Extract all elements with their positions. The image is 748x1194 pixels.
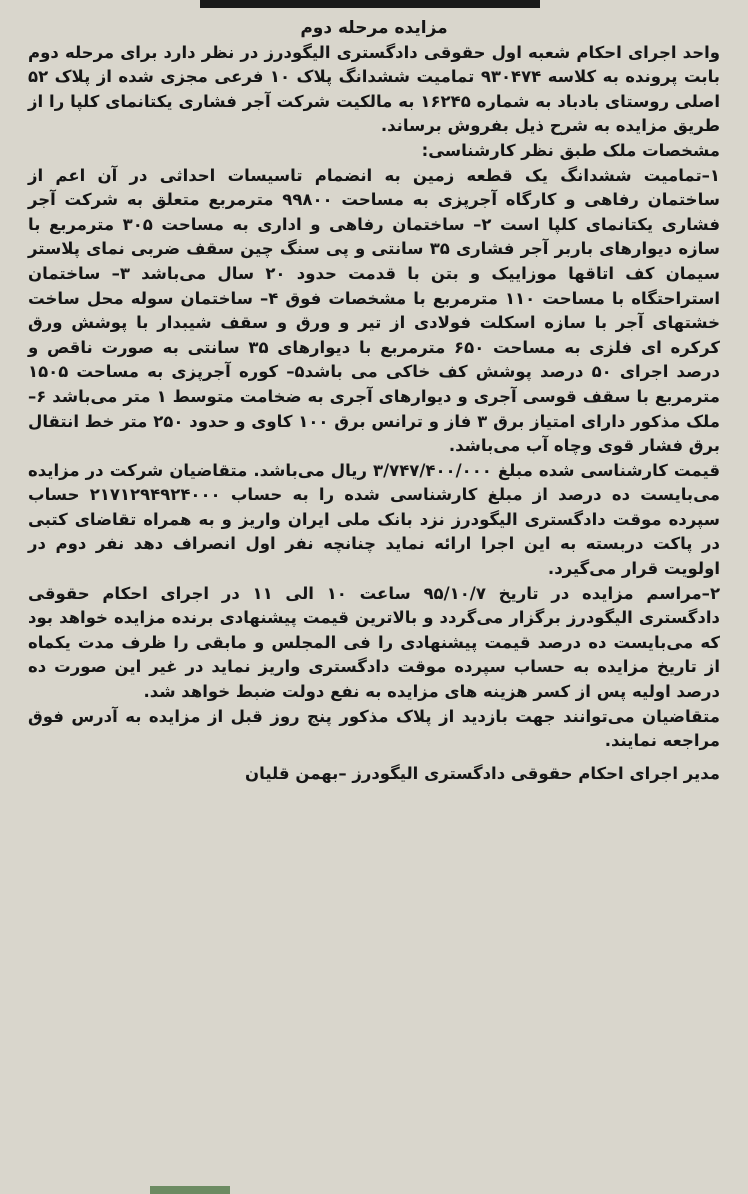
property-specs: ۱–تمامیت ششدانگ یک قطعه زمین به انضمام تاسیسات احداثی در آن اعم از ساختمان رفاهی و کارگاه آجرپزی به مساحت ۹۹۸۰۰ مترمربع متعلق به شرکت آجر فشاری یکتانمای کلپا است ۲– ساختمان رفاهی و اداری به مساحت ۳۰۵ مترمربع با سازه دیوارهای باربر آجر فشاری ۳۵ سانتی و پی سنگ چین سقف ضربی نمای پلاستر سیمان کف اتاقها موزاییک و بتن با قدمت حدود ۲۰ سال می‌باشد ۳– ساختمان استراحتگاه با مساحت ۱۱۰ مترمربع با مشخصات فوق ۴– ساختمان سوله محل ساخت خشتهای آجر با سازه اسکلت فولادی از تیر و ورق و سقف شیبدار با پوشش ورق کرکره ای فلزی به مساحت ۶۵۰ مترمربع با دیوارهای ۳۵ سانتی به صورت ناقص و درصد اجرای ۵۰ درصد پوشش کف خاکی می باشد۵– کوره آجرپزی به مساحت ۱۵۰۵ مترمربع با سقف قوسی آجری و دیوارهای آجری به ضخامت متوسط ۱ متر می‌باشد ۶– ملک مذکور دارای امتیاز برق ۳ فاز و ترانس برق ۱۰۰ کاوی و حدود ۲۵۰ متر خط انتقال برق فشار قوی وچاه آب می‌باشد. xyxy=(28,165,721,456)
notice-intro: واحد اجرای احکام شعبه اول حقوقی دادگستری الیگودرز در نظر دارد برای مرحله دوم بابت پرونده به کلاسه ۹۳۰۴۷۴ تمامیت ششدانگ پلاک ۱۰ فرعی مجزی شده از پلاک ۵۲ اصلی روستای بادباد به شماره ۱۶۲۴۵ به مالکیت شرکت آجر فشاری یکتانمای کلپا را از طریق مزایده به شرح ذیل بفروش برساند. xyxy=(28,42,721,136)
auction-notice xyxy=(28,16,720,786)
auction-terms: ۲–مراسم مزایده در تاریخ ۹۵/۱۰/۷ ساعت ۱۰ الی ۱۱ در اجرای احکام حقوقی دادگستری الیگودرز برگزار می‌گردد و بالاترین قیمت پیشنهادی برنده مزایده خواهد بود که می‌بایست ده درصد قیمت پیشنهادی را فی المجلس و مابقی را ظرف مدت یکماه از تاریخ مزایده به حساب سپرده موقت دادگستری واریز نماید در غیر این صورت ده درصد اولیه پس از کسر هزینه های مزایده به نفع دولت ضبط خواهد شد. xyxy=(28,583,721,702)
price-paragraph: قیمت کارشناسی شده مبلغ ۳/۷۴۷/۴۰۰/۰۰۰ ریال می‌باشد. متقاضیان شرکت در مزایده می‌بایست ده درصد از مبلغ کارشناسی شده را به حساب ۲۱۷۱۲۹۴۹۲۴۰۰۰ حساب سپرده موقت دادگستری الیگودرز نزد بانک ملی ایران واریز و به همراه تقاضای کتبی در پاکت دربسته به این اجرا ارائه نماید چنانچه نفر اول انصراف دهد نفر دوم در اولویت قرار می‌گیرد. xyxy=(28,460,721,579)
specs-heading: مشخصات ملک طبق نظر کارشناسی: xyxy=(421,140,720,160)
top-rule xyxy=(200,0,540,8)
signature: مدیر اجرای احکام حقوقی دادگستری الیگودرز –بهمن قلیان xyxy=(245,763,720,783)
visit-note: متقاضیان می‌توانند جهت بازدید از پلاک مذکور پنج روز قبل از مزایده به آدرس فوق مراجعه نمایند. xyxy=(28,706,720,751)
notice-title: مزایده مرحله دوم xyxy=(300,18,448,38)
bottom-color-mark xyxy=(150,1186,230,1194)
